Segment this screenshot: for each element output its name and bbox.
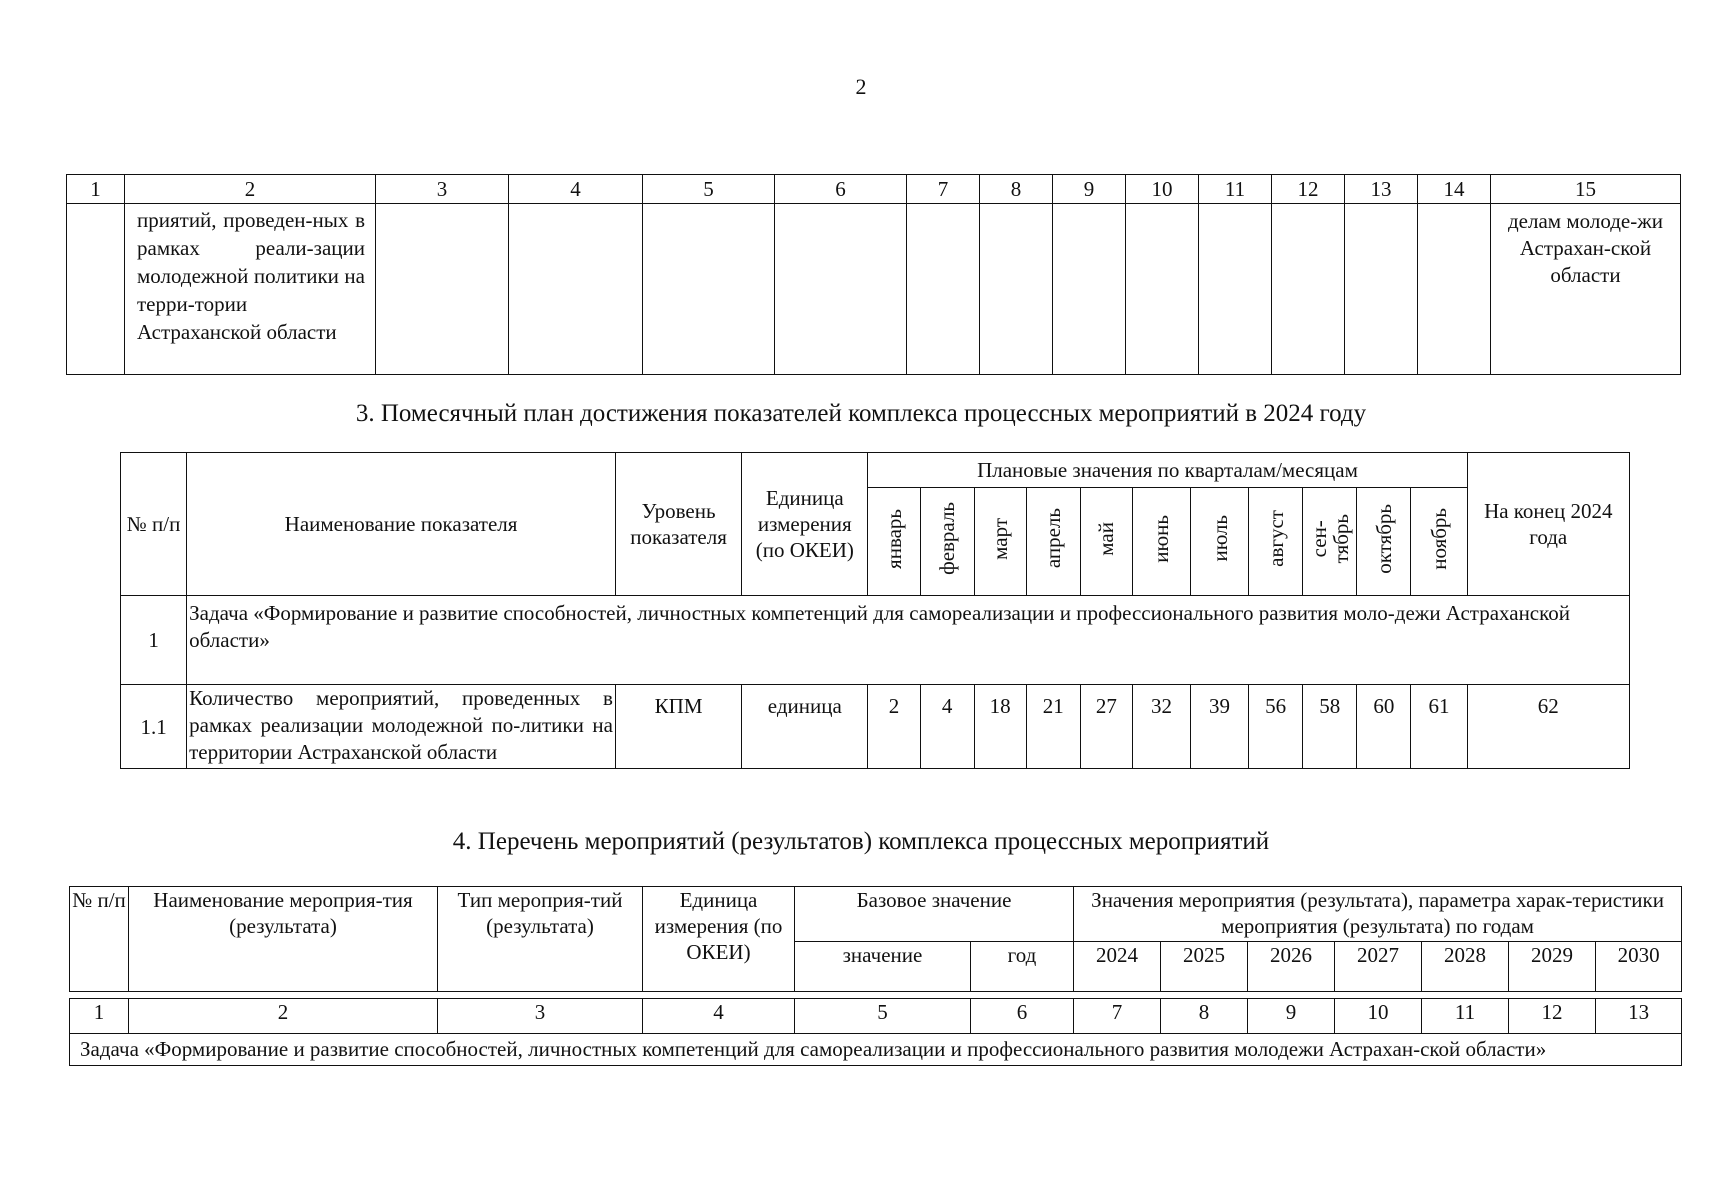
monthly-plan-table xyxy=(120,452,1630,769)
col-num: 11 xyxy=(1199,175,1272,204)
indicator-level: КПМ xyxy=(615,685,741,769)
col-num: 14 xyxy=(1418,175,1491,204)
indicator-unit: единица xyxy=(742,685,868,769)
planned-values-header: Плановые значения по кварталам/месяцам xyxy=(868,453,1467,488)
responsible-continued: делам молоде-жи Астрахан-ской области xyxy=(1491,204,1681,375)
year-header: 2024 xyxy=(1074,942,1161,992)
unit-header: Единица измерения (по ОКЕИ) xyxy=(742,453,868,596)
event-name-continued: приятий, проведен-ных в рамках реали-зации молодежной политики на терри-тории Астраханской области xyxy=(125,204,376,375)
col-num: 4 xyxy=(643,999,795,1034)
table-row xyxy=(121,685,1630,769)
month-header: апрель xyxy=(1026,488,1080,596)
col-num: 2 xyxy=(125,175,376,204)
num-header: № п/п xyxy=(121,453,187,596)
month-value: 27 xyxy=(1080,685,1132,769)
indicator-name: Количество мероприятий, проведенных в рамках реализации молодежной по-литики на территории Астраханской области xyxy=(187,685,616,769)
yearly-values-header: Значения мероприятия (результата), параметра харак-теристики мероприятия (результата) по годам xyxy=(1074,887,1682,942)
month-value: 61 xyxy=(1411,685,1467,769)
end-of-year-value: 62 xyxy=(1467,685,1629,769)
col-num: 6 xyxy=(775,175,907,204)
col-num: 5 xyxy=(643,175,775,204)
level-header: Уровень показателя xyxy=(615,453,741,596)
col-num: 7 xyxy=(907,175,980,204)
month-header: август xyxy=(1249,488,1303,596)
base-value-subheader: значение xyxy=(795,942,971,992)
month-value: 18 xyxy=(974,685,1026,769)
month-value: 39 xyxy=(1191,685,1249,769)
event-type-header: Тип мероприя-тий (результата) xyxy=(438,887,643,992)
events-list-table xyxy=(69,886,1682,1066)
col-num: 2 xyxy=(129,999,438,1034)
unit-header: Единица измерения (по ОКЕИ) xyxy=(643,887,795,992)
col-num: 3 xyxy=(438,999,643,1034)
col-num: 9 xyxy=(1248,999,1335,1034)
base-value-header: Базовое значение xyxy=(795,887,1074,942)
year-header: 2029 xyxy=(1509,942,1596,992)
col-num: 8 xyxy=(980,175,1053,204)
month-value: 2 xyxy=(868,685,920,769)
header-row xyxy=(70,887,1682,942)
month-value: 56 xyxy=(1249,685,1303,769)
col-num: 15 xyxy=(1491,175,1681,204)
col-num: 6 xyxy=(971,999,1074,1034)
col-num: 3 xyxy=(376,175,509,204)
col-num: 13 xyxy=(1596,999,1682,1034)
month-header: февраль xyxy=(920,488,974,596)
col-num: 13 xyxy=(1345,175,1418,204)
col-num: 7 xyxy=(1074,999,1161,1034)
year-header: 2026 xyxy=(1248,942,1335,992)
section-3-title: 3. Помесячный план достижения показателей комплекса процессных мероприятий в 2024 году xyxy=(355,400,1367,427)
header-row xyxy=(121,453,1630,488)
event-name-header: Наименование мероприя-тия (результата) xyxy=(129,887,438,992)
continuation-table xyxy=(66,174,1681,375)
task-num: 1 xyxy=(121,596,187,685)
year-header: 2027 xyxy=(1335,942,1422,992)
col-num: 9 xyxy=(1053,175,1126,204)
col-num: 1 xyxy=(67,175,125,204)
task-row xyxy=(70,1034,1682,1066)
task-row xyxy=(121,596,1630,685)
year-header: 2030 xyxy=(1596,942,1682,992)
month-header: июнь xyxy=(1132,488,1190,596)
section-4-title: 4. Перечень мероприятий (результатов) комплекса процессных мероприятий xyxy=(452,828,1270,855)
col-num: 1 xyxy=(70,999,129,1034)
col-num: 11 xyxy=(1422,999,1509,1034)
month-header: октябрь xyxy=(1357,488,1411,596)
month-header: март xyxy=(974,488,1026,596)
month-header: май xyxy=(1080,488,1132,596)
col-num: 10 xyxy=(1335,999,1422,1034)
month-value: 32 xyxy=(1132,685,1190,769)
task-text: Задача «Формирование и развитие способностей, личностных компетенций для самореализации и профессионального развития моло-дежи Астраханской области» xyxy=(187,596,1630,685)
column-number-row xyxy=(70,999,1682,1034)
indicator-name-header: Наименование показателя xyxy=(187,453,616,596)
table-row xyxy=(67,204,1681,375)
task-text: Задача «Формирование и развитие способностей, личностных компетенций для самореализации и профессионального развития молодежи Астрахан-ской области» xyxy=(70,1034,1682,1066)
column-number-row xyxy=(67,175,1681,204)
row-num: 1.1 xyxy=(121,685,187,769)
col-num: 12 xyxy=(1509,999,1596,1034)
month-header: ноябрь xyxy=(1411,488,1467,596)
year-header: 2028 xyxy=(1422,942,1509,992)
page-number: 2 xyxy=(855,74,867,99)
year-header: 2025 xyxy=(1161,942,1248,992)
col-num: 5 xyxy=(795,999,971,1034)
month-header: сен- тябрь xyxy=(1303,488,1357,596)
month-value: 60 xyxy=(1357,685,1411,769)
num-header: № п/п xyxy=(70,887,129,992)
month-value: 4 xyxy=(920,685,974,769)
col-num: 12 xyxy=(1272,175,1345,204)
col-num: 10 xyxy=(1126,175,1199,204)
col-num: 4 xyxy=(509,175,643,204)
end-of-year-header: На конец 2024 года xyxy=(1467,453,1629,596)
month-value: 21 xyxy=(1026,685,1080,769)
month-value: 58 xyxy=(1303,685,1357,769)
col-num: 8 xyxy=(1161,999,1248,1034)
month-header: январь xyxy=(868,488,920,596)
base-year-subheader: год xyxy=(971,942,1074,992)
month-header: июль xyxy=(1191,488,1249,596)
